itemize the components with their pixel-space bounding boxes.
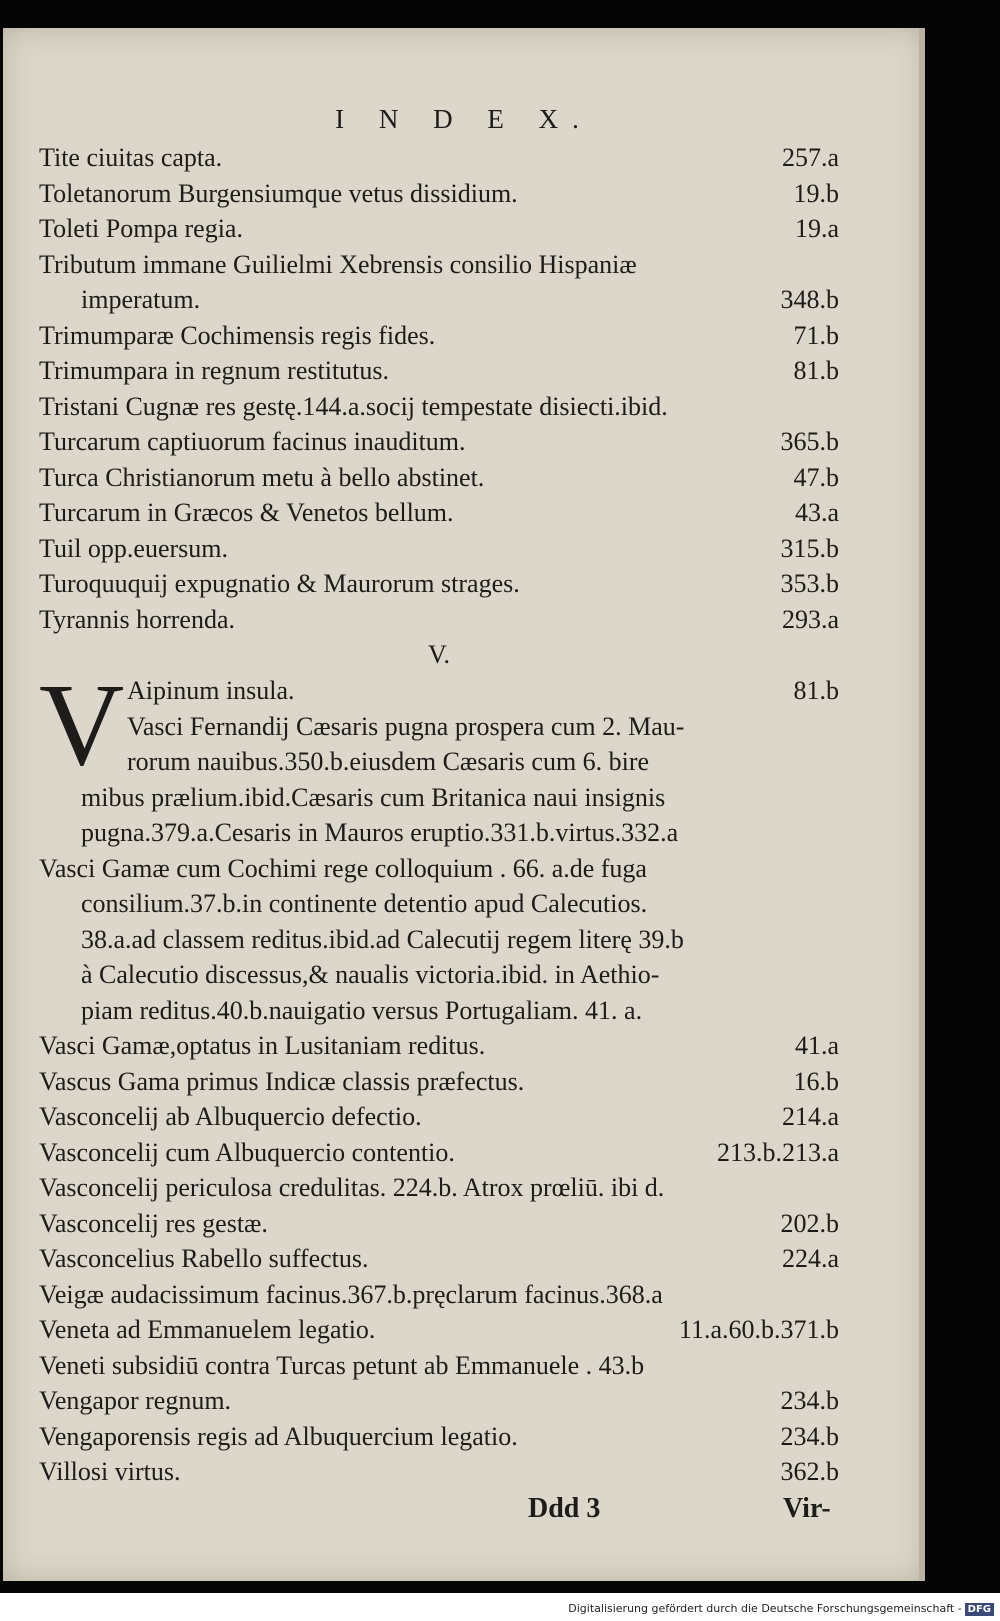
credit-line bbox=[568, 1602, 994, 1616]
index-entry bbox=[39, 1206, 839, 1242]
v-initial-line bbox=[39, 815, 839, 851]
book-page bbox=[3, 28, 925, 1581]
entry-page-ref: 16.b bbox=[793, 1066, 839, 1096]
entry-continuation: 38.a.ad classem reditus.ibid.ad Calecutij regem literę 39.b bbox=[81, 924, 684, 954]
entry-text: Vasconcelij res gestæ. bbox=[39, 1208, 268, 1238]
entry-page-ref: 362.b bbox=[780, 1457, 839, 1486]
entry-text: mibus prælium.ibid.Cæsaris cum Britanica naui insignis bbox=[81, 782, 666, 812]
entry-page-ref: 293.a bbox=[781, 604, 839, 634]
entry-text: Vasconcelij periculosa credulitas. 224.b. Atrox prœliū. ibi d. bbox=[39, 1173, 665, 1202]
signature-mark: Ddd 3 bbox=[528, 1493, 601, 1524]
index-entry bbox=[39, 1277, 839, 1313]
index-entry bbox=[39, 140, 839, 176]
v-initial-line bbox=[39, 780, 839, 816]
index-entry bbox=[39, 1028, 839, 1064]
index-entry bbox=[39, 602, 839, 638]
entry-page-ref: 214.a bbox=[781, 1102, 839, 1131]
entry-text: Tristani Cugnæ res gestę.144.a.socij tempestate disiecti.ibid. bbox=[39, 391, 668, 421]
entry-text: Vengapor regnum. bbox=[39, 1386, 232, 1415]
index-entry bbox=[39, 1064, 839, 1100]
entry-continuation: à Calecutio discessus,& naualis victoria.ibid. in Aethio- bbox=[81, 960, 660, 989]
dropcap-letter: V bbox=[39, 659, 125, 790]
entry-page-ref: 365.b bbox=[780, 427, 839, 456]
entry-text: Trimumpara in regnum restitutus. bbox=[39, 356, 390, 385]
dfg-logo: DFG bbox=[965, 1603, 994, 1616]
index-entry bbox=[39, 1383, 839, 1419]
entry-text: Vasconcelius Rabello suffectus. bbox=[39, 1244, 369, 1273]
index-entry bbox=[39, 1454, 839, 1490]
index-entry bbox=[39, 495, 839, 531]
entry-text: Turcarum captiuorum facinus inauditum. bbox=[39, 427, 466, 456]
index-entry bbox=[39, 1419, 839, 1455]
entry-page-ref: 19.b bbox=[793, 178, 839, 208]
entry-text: Vasconcelij cum Albuquercio contentio. bbox=[39, 1137, 455, 1167]
entry-text: Vasci Gamæ,optatus in Lusitaniam reditus. bbox=[39, 1031, 486, 1060]
v-entries bbox=[39, 851, 839, 1490]
index-entry bbox=[39, 176, 839, 212]
entry-text: Aipinum insula. bbox=[127, 676, 295, 705]
entry-page-ref: 43.a bbox=[794, 498, 839, 527]
entry-page-ref: 202.b bbox=[780, 1208, 839, 1238]
entry-text: Tyrannis horrenda. bbox=[39, 604, 236, 634]
section-letter: V. bbox=[428, 640, 450, 669]
entry-page-ref: 348.b bbox=[780, 285, 839, 314]
index-entry bbox=[39, 424, 839, 460]
entry-page-ref: 71.b bbox=[793, 320, 839, 350]
entry-text: pugna.379.a.Cesaris in Mauros eruptio.331.b.virtus.332.a bbox=[81, 818, 679, 847]
entry-page-ref: 234.b bbox=[780, 1386, 839, 1415]
entry-text: Vengaporensis regis ad Albuquercium legatio. bbox=[39, 1421, 518, 1451]
credit-text: Digitalisierung gefördert durch die Deutsche Forschungsgemeinschaft - bbox=[568, 1602, 962, 1615]
index-entry bbox=[39, 531, 839, 567]
entry-text: Veneta ad Emmanuelem legatio. bbox=[39, 1315, 376, 1344]
v-initial-line bbox=[39, 744, 839, 780]
entry-page-ref: 234.b bbox=[780, 1421, 839, 1451]
v-initial-block bbox=[39, 659, 839, 851]
index-entry bbox=[39, 247, 839, 318]
entry-text: Tite ciuitas capta. bbox=[39, 143, 223, 172]
entry-text: Turoquuquij expugnatio & Maurorum strages. bbox=[39, 569, 520, 598]
entry-text: Tributum immane Guilielmi Xebrensis consilio Hispaniæ bbox=[39, 249, 637, 279]
entry-text: rorum nauibus.350.b.eiusdem Cæsaris cum 6. bire bbox=[127, 747, 650, 776]
entry-continuation: consilium.37.b.in continente detentio apud Calecutios. bbox=[81, 889, 648, 918]
entry-text: Trimumparæ Cochimensis regis fides. bbox=[39, 320, 436, 350]
entry-page-ref: 19.a bbox=[794, 214, 839, 243]
entry-text: Toletanorum Burgensiumque vetus dissidium. bbox=[39, 178, 518, 208]
entry-page-ref: 81.b bbox=[793, 356, 839, 385]
entry-continuation: piam reditus.40.b.nauigatio versus Portugaliam. 41. a. bbox=[81, 995, 643, 1025]
entry-text: Veneti subsidiū contra Turcas petunt ab Emmanuele . 43.b bbox=[39, 1350, 645, 1380]
entry-text: Villosi virtus. bbox=[39, 1457, 181, 1486]
index-entry bbox=[39, 389, 839, 425]
page-edge bbox=[919, 28, 925, 1581]
entry-page-ref: 224.a bbox=[781, 1244, 839, 1273]
entry-page-ref: 81.b bbox=[793, 676, 839, 705]
entry-text: Vasconcelij ab Albuquercio defectio. bbox=[39, 1102, 422, 1131]
entry-text: Tuil opp.euersum. bbox=[39, 533, 228, 563]
entry-page-ref: 353.b bbox=[780, 569, 839, 598]
index-entry bbox=[39, 211, 839, 247]
index-entry bbox=[39, 1241, 839, 1277]
index-entry bbox=[39, 353, 839, 389]
v-initial-line bbox=[39, 673, 839, 709]
entry-text: Turcarum in Græcos & Venetos bellum. bbox=[39, 498, 454, 527]
entry-text: Vasci Fernandij Cæsaris pugna prospera cum 2. Mau- bbox=[127, 711, 685, 741]
entry-page-ref: 11.a.60.b.371.b bbox=[678, 1315, 839, 1344]
entry-text: Toleti Pompa regia. bbox=[39, 214, 243, 243]
index-entry bbox=[39, 1135, 839, 1171]
entry-page-ref: 41.a bbox=[794, 1031, 839, 1060]
index-entry bbox=[39, 1348, 839, 1384]
index-entry bbox=[39, 460, 839, 496]
entry-page-ref: 47.b bbox=[793, 462, 839, 492]
entry-text: Vascus Gama primus Indicæ classis præfectus. bbox=[39, 1066, 525, 1096]
credit-bar bbox=[0, 1593, 1000, 1621]
index-entry bbox=[39, 318, 839, 354]
index-entries bbox=[39, 140, 839, 1490]
catchword: Vir- bbox=[783, 1493, 831, 1524]
t-entries bbox=[39, 140, 839, 637]
entry-page-ref: 213.b.213.a bbox=[716, 1137, 839, 1167]
index-entry bbox=[39, 1099, 839, 1135]
entry-text: Turca Christianorum metu à bello abstinet. bbox=[39, 462, 485, 492]
index-entry bbox=[39, 566, 839, 602]
entry-continuation: imperatum. bbox=[81, 285, 201, 314]
v-initial-lines bbox=[39, 659, 839, 851]
entry-text: Veigæ audacissimum facinus.367.b.pręclarum facinus.368.a bbox=[39, 1279, 663, 1309]
entry-text: Vasci Gamæ cum Cochimi rege colloquium . 66. a.de fuga bbox=[39, 853, 647, 883]
index-entry bbox=[39, 851, 839, 1029]
entry-page-ref: 315.b bbox=[780, 533, 839, 563]
page-header: I N D E X. bbox=[335, 104, 593, 134]
index-entry bbox=[39, 1312, 839, 1348]
v-initial-line bbox=[39, 709, 839, 745]
index-entry bbox=[39, 1170, 839, 1206]
entry-page-ref: 257.a bbox=[781, 143, 839, 172]
